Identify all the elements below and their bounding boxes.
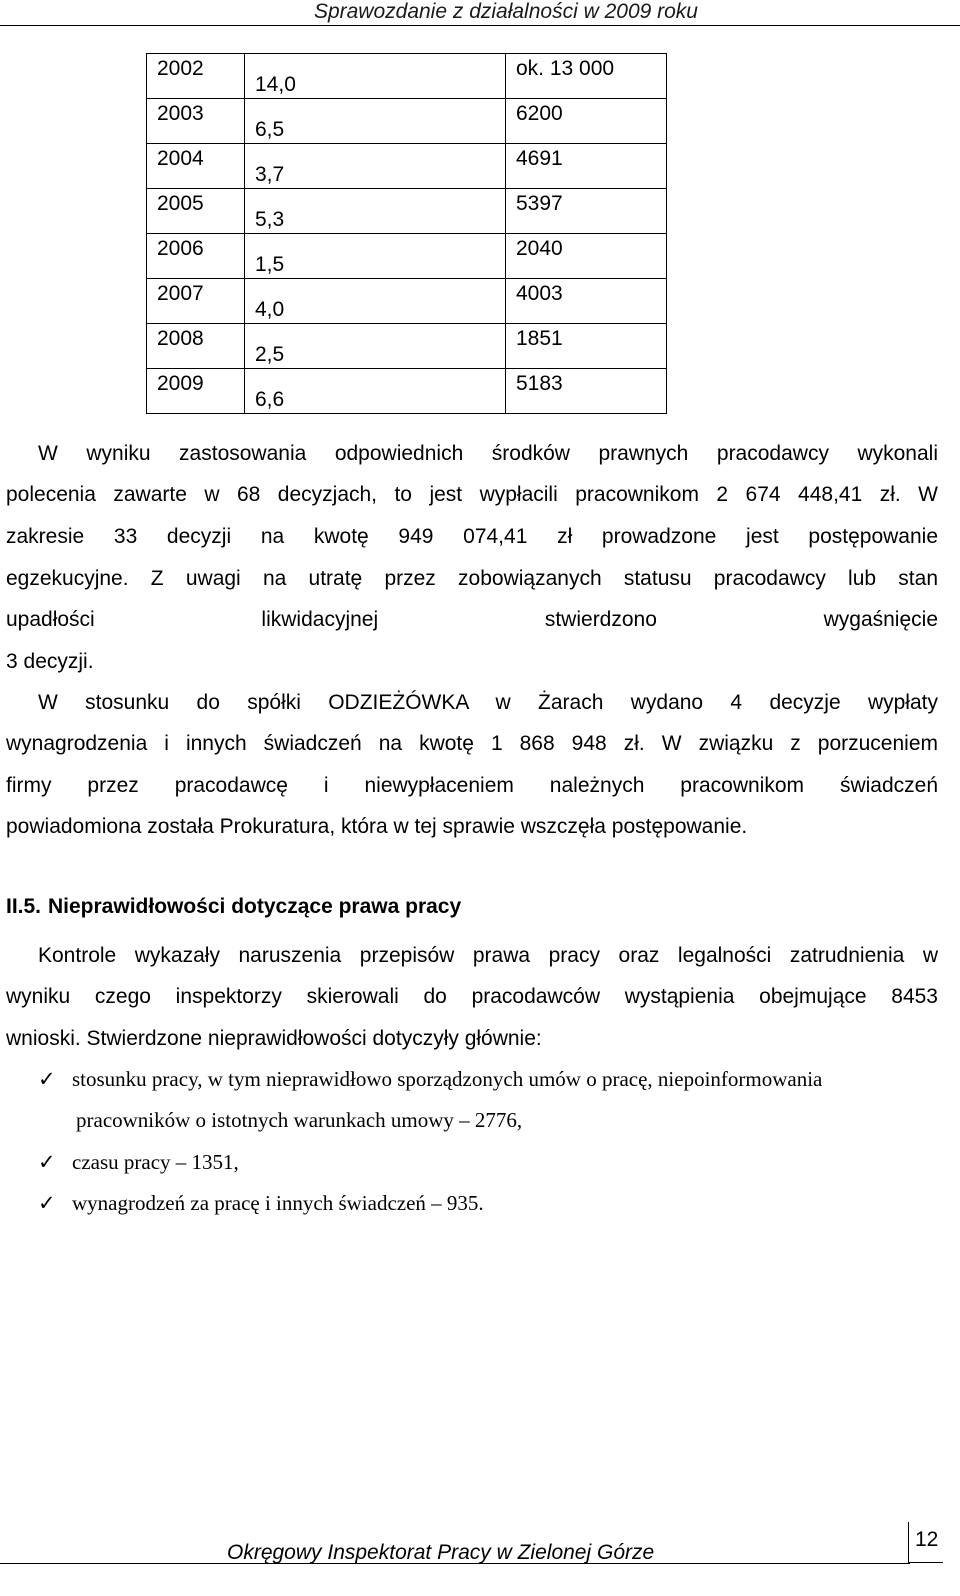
table-cell-value: 2,5 xyxy=(245,324,506,369)
table-cell-value: 4,0 xyxy=(245,279,506,324)
paragraph-line: egzekucyjne. Z uwagi na utratę przez zobowiązanych statusu pracodawcy lub stan xyxy=(6,567,938,590)
table-cell-value: 14,0 xyxy=(245,54,506,99)
table-cell-year: 2005 xyxy=(147,189,245,234)
table-cell-amount: 4003 xyxy=(506,279,667,324)
table-row xyxy=(147,279,667,324)
list-item-text: wynagrodzeń za pracę i innych świadczeń – 935. xyxy=(72,1191,484,1215)
table-cell-amount: 6200 xyxy=(506,99,667,144)
table-cell-value: 6,6 xyxy=(245,369,506,414)
table-cell-year: 2008 xyxy=(147,324,245,369)
section-number: II.5. xyxy=(6,895,42,918)
paragraph-line: zakresie 33 decyzji na kwotę 949 074,41 zł prowadzone jest postępowanie xyxy=(6,525,938,548)
table-cell-year: 2006 xyxy=(147,234,245,279)
list-item-text: stosunku pracy, w tym nieprawidłowo sporządzonych umów o pracę, niepoinformowania xyxy=(72,1067,823,1091)
list-item-text: czasu pracy – 1351, xyxy=(72,1150,239,1174)
footer-divider xyxy=(0,1563,910,1564)
section-title: Nieprawidłowości dotyczące prawa pracy xyxy=(48,895,462,918)
table-cell-year: 2002 xyxy=(147,54,245,99)
table-cell-year: 2007 xyxy=(147,279,245,324)
page-header xyxy=(0,0,960,30)
table-row xyxy=(147,99,667,144)
section-heading xyxy=(6,886,461,927)
table-cell-amount: 5183 xyxy=(506,369,667,414)
paragraph-line: Kontrole wykazały naruszenia przepisów prawa pracy oraz legalności zatrudnienia w xyxy=(38,944,938,967)
table-cell-value: 6,5 xyxy=(245,99,506,144)
paragraph-line: 3 decyzji. xyxy=(6,650,94,673)
table-cell-value: 1,5 xyxy=(245,234,506,279)
table-cell-amount: 4691 xyxy=(506,144,667,189)
paragraph-line: W wyniku zastosowania odpowiednich środków prawnych pracodawcy wykonali xyxy=(38,442,938,465)
checkmark-icon: ✓ xyxy=(38,1150,56,1174)
table-row xyxy=(147,234,667,279)
table-row xyxy=(147,324,667,369)
table-cell-year: 2009 xyxy=(147,369,245,414)
table-cell-year: 2004 xyxy=(147,144,245,189)
paragraph-line: W stosunku do spółki ODZIEŻÓWKA w Żarach wydano 4 decyzje wypłaty xyxy=(38,691,938,714)
table-cell-value: 3,7 xyxy=(245,144,506,189)
paragraph-line: wyniku czego inspektorzy skierowali do pracodawców wystąpienia obejmujące 8453 xyxy=(6,985,938,1008)
footer-institution: Okręgowy Inspektorat Pracy w Zielonej Górze xyxy=(227,1541,655,1564)
table-row xyxy=(147,144,667,189)
paragraph-line: powiadomiona została Prokuratura, która w tej sprawie wszczęła postępowanie. xyxy=(6,815,748,838)
paragraph-line: firmy przez pracodawcę i niewypłaceniem należnych pracownikom świadczeń xyxy=(6,774,938,797)
checkmark-icon: ✓ xyxy=(38,1191,56,1215)
list-item-continuation: pracowników o istotnych warunkach umowy – 2776, xyxy=(76,1108,523,1132)
table-cell-year: 2003 xyxy=(147,99,245,144)
paragraph-line: upadłości likwidacyjnej stwierdzono wygaśnięcie xyxy=(6,608,938,631)
paragraph-line: wnioski. Stwierdzone nieprawidłowości dotyczyły głównie: xyxy=(6,1027,542,1050)
report-title: Sprawozdanie z działalności w 2009 roku xyxy=(313,0,698,23)
table-cell-amount: 5397 xyxy=(506,189,667,234)
table-row xyxy=(147,54,667,99)
table-cell-amount: 1851 xyxy=(506,324,667,369)
paragraph-line: wynagrodzenia i innych świadczeń na kwotę 1 868 948 zł. W związku z porzuceniem xyxy=(6,732,938,755)
page-number: 12 xyxy=(915,1528,939,1551)
table-cell-value: 5,3 xyxy=(245,189,506,234)
header-divider xyxy=(0,25,960,26)
decisions-table xyxy=(146,53,667,414)
table-row xyxy=(147,189,667,234)
table-cell-amount: 2040 xyxy=(506,234,667,279)
table-cell-amount: ok. 13 000 xyxy=(506,54,667,99)
checkmark-icon: ✓ xyxy=(38,1067,56,1091)
paragraph-line: polecenia zawarte w 68 decyzjach, to jest wypłacili pracownikom 2 674 448,41 zł. W xyxy=(6,483,938,506)
table-row xyxy=(147,369,667,414)
